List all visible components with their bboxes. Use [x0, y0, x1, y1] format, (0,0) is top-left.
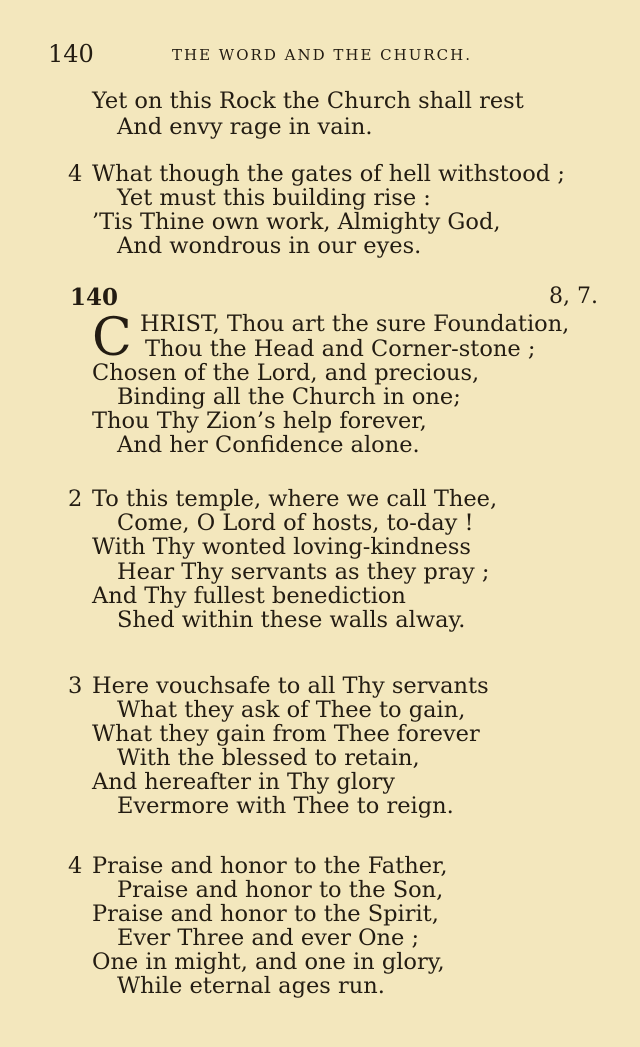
verse-line: To this temple, where we call Thee,	[92, 486, 498, 512]
verse-line: One in might, and one in glory,	[92, 949, 445, 975]
verse-line: With the blessed to retain,	[117, 745, 420, 771]
verse-line: Praise and honor to the Father,	[92, 853, 448, 879]
verse-line: Praise and honor to the Spirit,	[92, 901, 439, 927]
verse-line: Hear Thy servants as they pray ;	[117, 559, 490, 585]
verse-line: What though the gates of hell withstood ;	[92, 161, 565, 187]
verse-line: Thou Thy Zion’s help forever,	[92, 408, 427, 434]
verse-line: Come, O Lord of hosts, to-day !	[117, 510, 474, 536]
hymn-meter: 8, 7.	[549, 284, 598, 309]
verse-line: And envy rage in vain.	[117, 114, 373, 140]
stanza-number: 2	[68, 486, 83, 512]
page-number: 140	[48, 40, 94, 68]
verse-line: And Thy fullest benediction	[92, 583, 406, 609]
running-head: THE WORD AND THE CHURCH.	[172, 46, 472, 64]
verse-line: Thou the Head and Corner-stone ;	[145, 336, 536, 362]
verse-line: What they ask of Thee to gain,	[117, 697, 466, 723]
verse-line: Yet must this building rise :	[117, 185, 431, 211]
verse-line: Binding all the Church in one;	[117, 384, 461, 410]
verse-line: What they gain from Thee forever	[92, 721, 480, 747]
drop-cap: C	[92, 308, 132, 368]
hymn-number: 140	[70, 284, 119, 311]
verse-line: And hereafter in Thy glory	[92, 769, 395, 795]
verse-line: Yet on this Rock the Church shall rest	[92, 88, 524, 114]
verse-line: And wondrous in our eyes.	[117, 233, 422, 259]
verse-line: Shed within these walls alway.	[117, 607, 466, 633]
verse-line: HRIST, Thou art the sure Foundation,	[140, 311, 570, 337]
verse-line: With Thy wonted loving-kindness	[92, 534, 471, 560]
verse-line: Ever Three and ever One ;	[117, 925, 420, 951]
verse-line: While eternal ages run.	[117, 973, 385, 999]
page-header	[48, 40, 608, 70]
verse-line: Evermore with Thee to reign.	[117, 793, 454, 819]
stanza-number: 4	[68, 853, 83, 879]
verse-line: ’Tis Thine own work, Almighty God,	[92, 209, 501, 235]
verse-line: Chosen of the Lord, and precious,	[92, 360, 480, 386]
verse-line: Praise and honor to the Son,	[117, 877, 444, 903]
verse-line: Here vouchsafe to all Thy servants	[92, 673, 489, 699]
verse-line: And her Confidence alone.	[117, 432, 420, 458]
stanza-number: 4	[68, 161, 83, 187]
stanza-number: 3	[68, 673, 83, 699]
